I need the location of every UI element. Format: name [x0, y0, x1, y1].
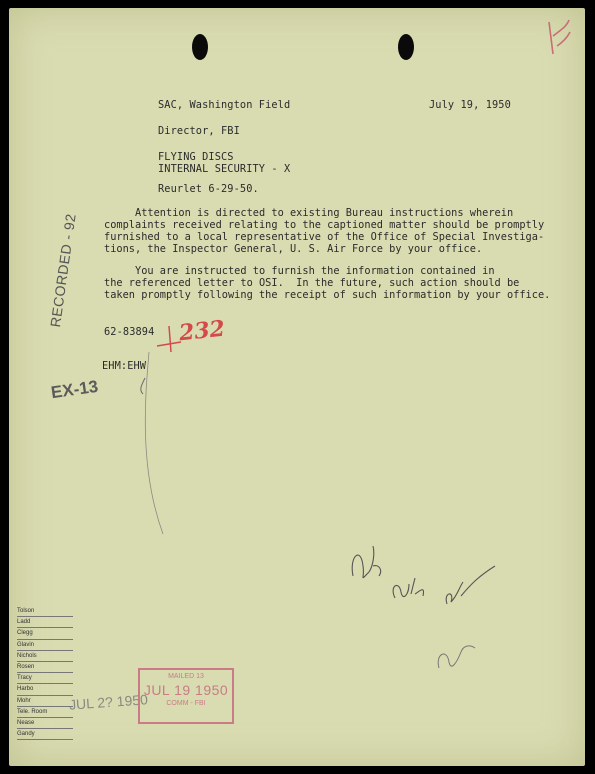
stamp-top-text: MAILED 13	[168, 673, 204, 680]
corner-handwritten-mark	[543, 16, 575, 58]
document-page	[9, 8, 585, 766]
memo-subject-line-1: FLYING DISCS	[158, 151, 234, 163]
memo-to: SAC, Washington Field	[158, 99, 291, 111]
punch-hole-left	[192, 34, 208, 60]
routing-item: Nichols	[17, 651, 73, 662]
routing-item: Mohr	[17, 696, 73, 707]
mailed-stamp	[138, 668, 234, 724]
routing-item: Rosen	[17, 662, 73, 673]
memo-date: July 19, 1950	[429, 99, 511, 111]
ex-stamp: EX-13	[49, 376, 100, 403]
punch-hole-right	[398, 34, 414, 60]
file-serial-handwritten: 232	[177, 315, 227, 347]
routing-item: Tele. Room	[17, 707, 73, 718]
memo-from: Director, FBI	[158, 125, 240, 137]
handwritten-initials	[339, 536, 519, 686]
routing-item: Gandy	[17, 729, 73, 740]
memo-paragraph-1: Attention is directed to existing Bureau instructions wherein complaints received relating to the captioned matter should be promptly furnished to a local representative of the Office of Special Investiga- tions, the Inspector General, U. S. Air Force by your office.	[104, 207, 545, 255]
typist-initials: EHM:EHW	[102, 360, 147, 372]
faded-date-stamp: JUL 2? 1950	[68, 691, 149, 713]
stamp-date: JUL 19 1950	[143, 682, 229, 698]
routing-item: Glavin	[17, 640, 73, 651]
routing-item: Harbo	[17, 684, 73, 695]
memo-paragraph-2: You are instructed to furnish the information contained in the referenced letter to OSI. In the future, such action should be taken promptly following the receipt of such information by your office.	[104, 265, 551, 301]
recorded-stamp: RECORDED - 92	[47, 212, 79, 329]
routing-item: Clegg	[17, 628, 73, 639]
memo-subject-line-2: INTERNAL SECURITY - X	[158, 163, 291, 175]
routing-item: Tracy	[17, 673, 73, 684]
stamp-bottom-text: COMM - FBI	[166, 700, 206, 707]
routing-list	[17, 606, 73, 740]
routing-item: Tolson	[17, 606, 73, 617]
file-number: 62-83894	[104, 326, 155, 338]
routing-item: Nease	[17, 718, 73, 729]
memo-reference: Reurlet 6-29-50.	[158, 183, 259, 195]
pencil-line-mark	[119, 348, 179, 538]
routing-item: Ladd	[17, 617, 73, 628]
